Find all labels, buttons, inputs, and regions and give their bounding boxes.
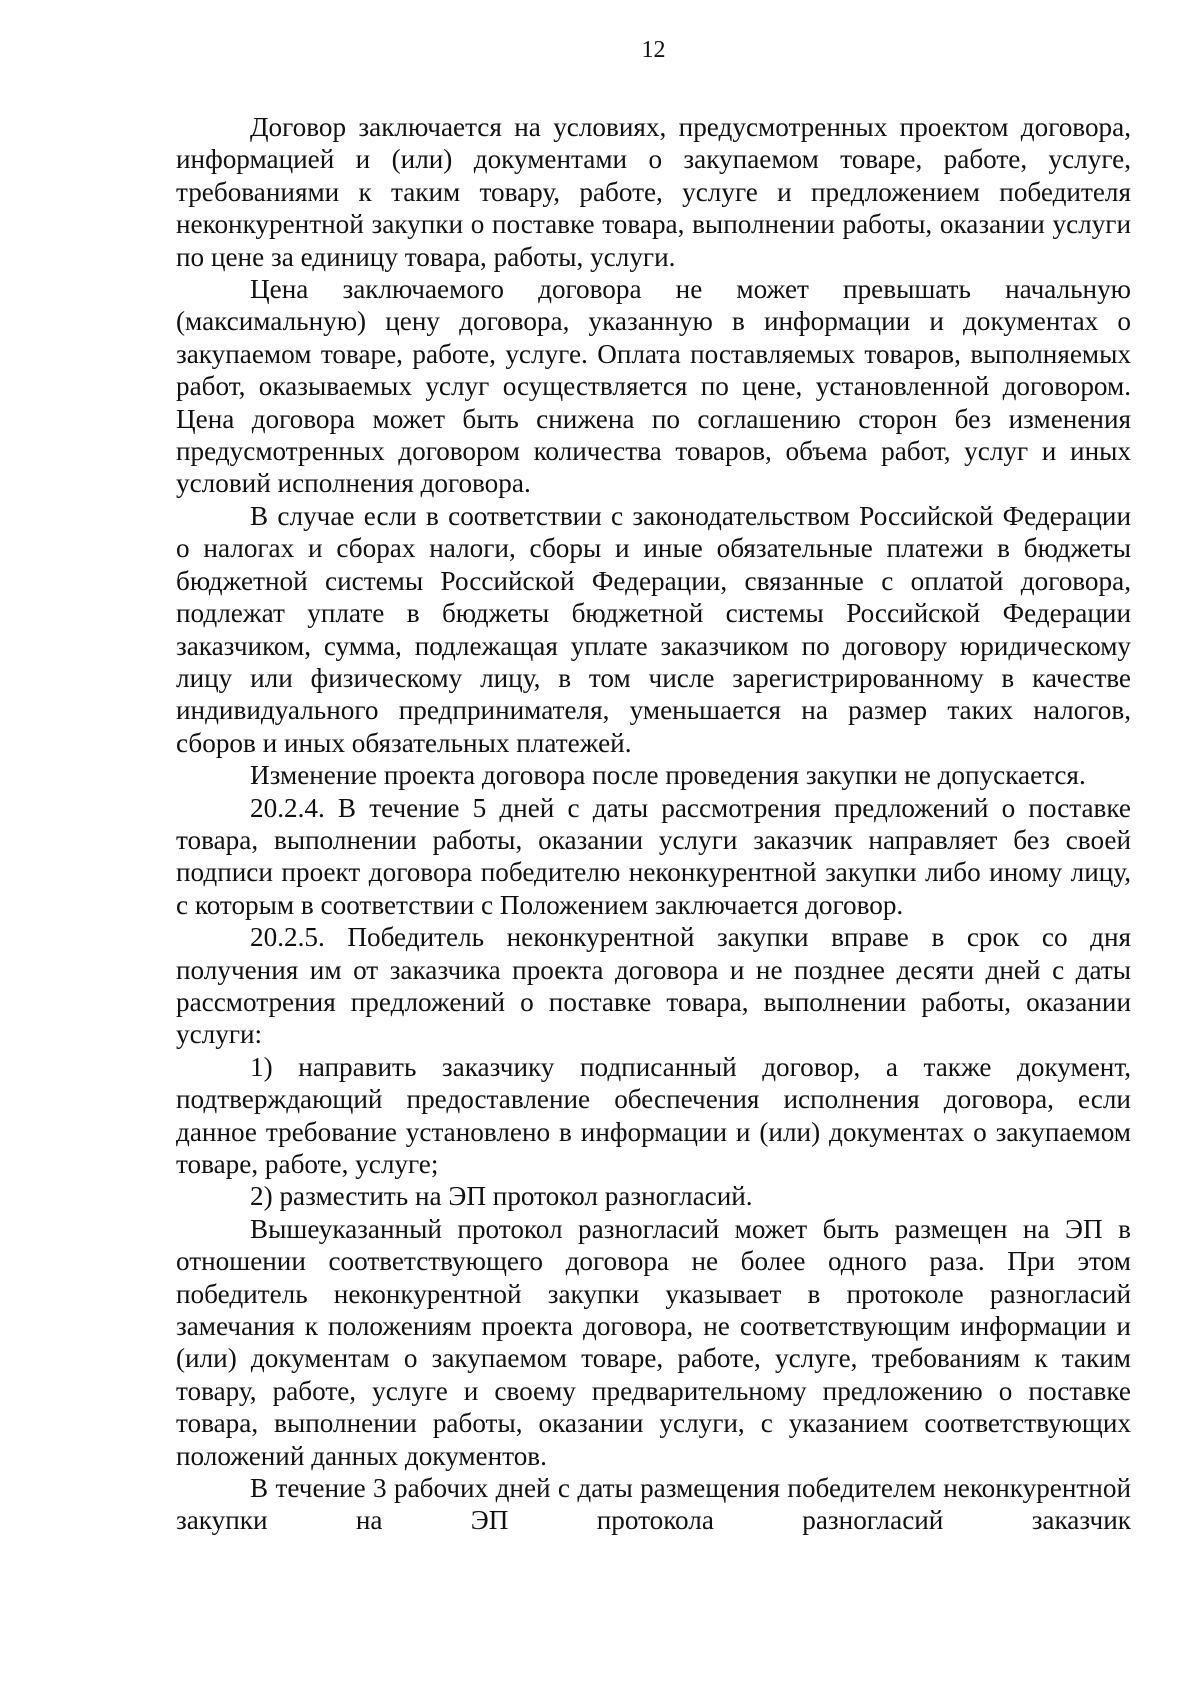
paragraph-disagreement-protocol: Вышеуказанный протокол разногласий может быть размещен на ЭП в отношении соответствующего договора не более одного раза. При этом победитель неконкурентной закупки указывает в протоколе разногласий замечания к положениям проекта договора, не соответствующим информации и (или) документам о закупаемом товаре, работе, услуге, требованиям к таким товару, работе, услуге и своему предварительному предложению о поставке товара, выполнении работы, оказании услуги, с указанием соответствующих положений данных документов.	[176, 1213, 1131, 1471]
document-page	[176, 0, 1131, 1701]
paragraph-contract-terms: Договор заключается на условиях, предусмотренных проектом договора, информацией и (или) документами о закупаемом товаре, работе, услуге, требованиями к таким товару, работе, услуге и предложением победителя неконкурентной закупки о поставке товара, выполнении работы, оказании услуги по цене за единицу товара, работы, услуги.	[176, 112, 1131, 272]
paragraph-three-days: В течение 3 рабочих дней с даты размещения победителем неконкурентной закупки на ЭП протокола разногласий заказчик	[176, 1473, 1131, 1536]
paragraph-no-changes: Изменение проекта договора после проведения закупки не допускается.	[250, 760, 1086, 791]
paragraph-20-2-4: 20.2.4. В течение 5 дней с даты рассмотрения предложений о поставке товара, выполнении работы, оказании услуги заказчик направляет без своей подписи проект договора победителю неконкурентной закупки либо иному лицу, с которым в соответствии с Положением заключается договор.	[176, 792, 1131, 920]
paragraph-20-2-5: 20.2.5. Победитель неконкурентной закупки вправе в срок со дня получения им от заказчика проекта договора и не позднее десяти дней с даты рассмотрения предложений о поставке товара, выполнении работы, оказании услуги:	[176, 922, 1131, 1050]
list-item-2: 2) разместить на ЭП протокол разногласий.	[250, 1181, 753, 1212]
list-item-1: 1) направить заказчику подписанный договор, а также документ, подтверждающий предоставление обеспечения исполнения договора, если данное требование установлено в информации и (или) документах о закупаемом товаре, работе, услуге;	[176, 1051, 1131, 1179]
document-body	[176, 111, 1131, 1537]
paragraph-contract-price: Цена заключаемого договора не может превышать начальную (максимальную) цену договора, указанную в информации и документах о закупаемом товаре, работе, услуге. Оплата поставляемых товаров, выполняемых работ, оказываемых услуг осуществляется по цене, установленной договором. Цена договора может быть снижена по соглашению сторон без изменения предусмотренных договором количества товаров, объема работ, услуг и иных условий исполнения договора.	[176, 274, 1131, 499]
page-number: 12	[641, 37, 666, 63]
paragraph-taxes: В случае если в соответствии с законодательством Российской Федерации о налогах и сборах налоги, сборы и иные обязательные платежи в бюджеты бюджетной системы Российской Федерации, связанные с оплатой договора, подлежат уплате в бюджеты бюджетной системы Российской Федерации заказчиком, сумма, подлежащая уплате заказчиком по договору юридическому лицу или физическому лицу, в том числе зарегистрированному в качестве индивидуального предпринимателя, уменьшается на размер таких налогов, сборов и иных обязательных платежей.	[176, 500, 1131, 758]
